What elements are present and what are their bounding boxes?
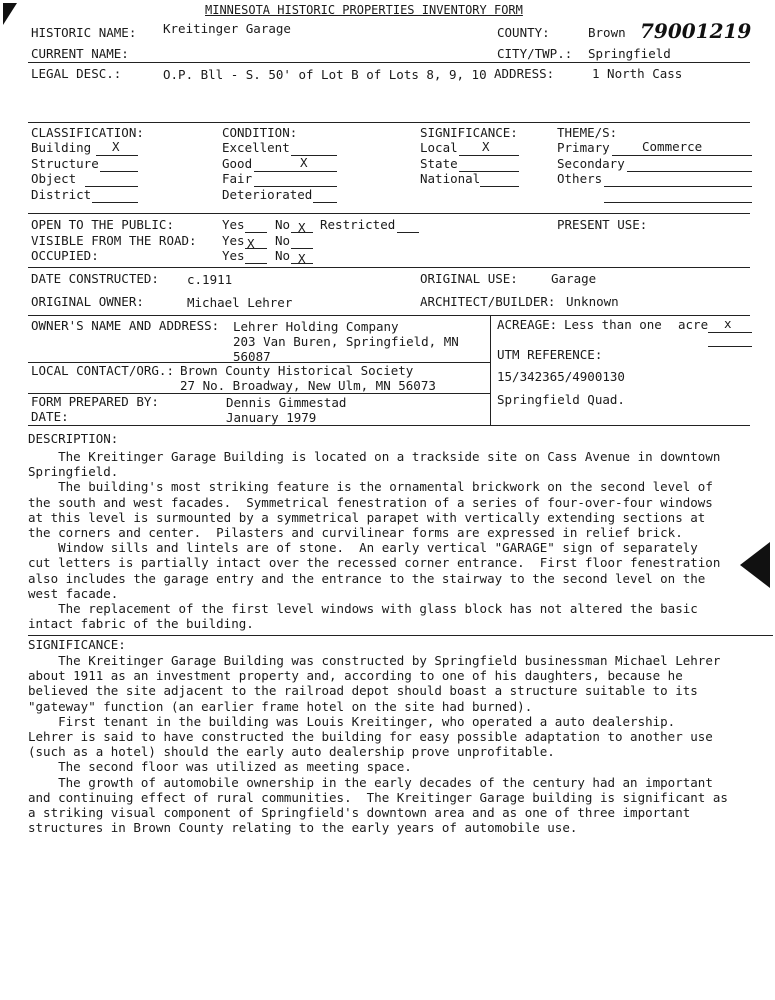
visible-no: No — [275, 233, 291, 248]
classification-building-mark: X — [112, 139, 120, 154]
form-prepared-by-value: Dennis Gimmestad — [226, 395, 347, 410]
occupied-yes: Yes — [222, 248, 245, 263]
present-use-label: PRESENT USE: — [557, 217, 648, 232]
utm-label: UTM REFERENCE: — [497, 347, 603, 362]
utm-value: 15/342365/4900130 — [497, 369, 625, 384]
significance-label: SIGNIFICANCE: — [28, 637, 126, 652]
form-date-label: DATE: — [31, 409, 69, 424]
form-prepared-by-label: FORM PREPARED BY: — [31, 394, 159, 409]
description-label: DESCRIPTION: — [28, 431, 119, 446]
local-contact-label: LOCAL CONTACT/ORG.: — [31, 363, 174, 378]
open-no: No — [275, 217, 291, 232]
condition-excellent: Excellent — [222, 140, 290, 155]
owner-label: OWNER'S NAME AND ADDRESS: — [31, 318, 220, 333]
owner-line3: 56087 — [233, 349, 271, 364]
theme-primary-value: Commerce — [642, 139, 703, 154]
legal-desc-label: LEGAL DESC.: — [31, 66, 122, 81]
acreage-unit: acre — [678, 317, 709, 332]
condition-good: Good — [222, 156, 253, 171]
significance-national: National — [420, 171, 481, 186]
description-text: The Kreitinger Garage Building is located on a trackside site on Cass Avenue in downtown Springfield. The building's most striking feature is the ornamental brickwork on the second level of the south and west facades. Symmetrical fenestration of a series of four-over-four windows at this level is surmounted by a symmetrical parapet with vertically extending sections at the corners and center. Pilasters and curvilinear forms are expressed in relief brick. Window sills and lintels are of stone. An early vertical "GARAGE" sign of separately cut letters is partially intact over the recessed corner entrance. First floor fenestration also includes the garage entry and the entrance to the stairway to the second level on the west facade. The replacement of the first level windows with glass block has not altered the basic intact fabric of the building. — [28, 449, 721, 632]
theme-others: Others — [557, 171, 603, 186]
corner-registration-mark — [3, 3, 19, 27]
acreage-mark: x — [724, 316, 732, 331]
handwritten-reference-number: 79001219 — [640, 19, 752, 43]
acreage-value: Less than one — [564, 317, 662, 332]
local-contact-line2: 27 No. Broadway, New Ulm, MN 56073 — [180, 378, 436, 393]
original-use-label: ORIGINAL USE: — [420, 271, 518, 286]
date-constructed-label: DATE CONSTRUCTED: — [31, 271, 159, 286]
visible-yes-mark: X — [247, 236, 255, 251]
current-name-label: CURRENT NAME: — [31, 46, 129, 61]
legal-desc-value: O.P. Bll - S. 50' of Lot B of Lots 8, 9, 10 — [163, 67, 487, 82]
county-label: COUNTY: — [497, 25, 550, 40]
original-owner-label: ORIGINAL OWNER: — [31, 294, 144, 309]
significance-local-mark: X — [482, 139, 490, 154]
city-label: CITY/TWP.: — [497, 46, 573, 61]
significance-state: State — [420, 156, 458, 171]
significance-text: The Kreitinger Garage Building was constructed by Springfield businessman Michael Lehrer about 1911 as an investment property and, according to one of his daughters, because he believed the site adjacent to the railroad depot should boast a structure suitable to its "gateway" function (an earlier frame hotel on the site had burned). First tenant in the building was Louis Kreitinger, who operated a auto dealership. Lehrer is said to have constructed the building for easy possible adaptation to another use (such as a hotel) should the early auto dealership prove unprofitable. The second floor was utilized as meeting space. The growth of automobile ownership in the early decades of the century had an important and continuing effect of rural communities. The Kreitinger Garage building is significant as a striking visual component of Springfield's downtown area and as one of three important structures in Brown County relating to the early years of automobile use. — [28, 653, 728, 836]
classification-label: CLASSIFICATION: — [31, 125, 144, 140]
local-contact-line1: Brown County Historical Society — [180, 363, 414, 378]
form-title: MINNESOTA HISTORIC PROPERTIES INVENTORY FORM — [205, 3, 523, 17]
form-date-value: January 1979 — [226, 410, 317, 425]
original-owner-value: Michael Lehrer — [187, 295, 293, 310]
owner-line2: 203 Van Buren, Springfield, MN — [233, 334, 459, 349]
occupied-label: OCCUPIED: — [31, 248, 99, 263]
open-no-mark: X — [298, 220, 306, 235]
date-constructed-value: c.1911 — [187, 272, 233, 287]
condition-label: CONDITION: — [222, 125, 298, 140]
architect-value: Unknown — [566, 294, 619, 309]
utm-quad: Springfield Quad. — [497, 392, 625, 407]
visible-yes: Yes — [222, 233, 245, 248]
acreage-label: ACREAGE: — [497, 317, 558, 332]
classification-building: Building — [31, 140, 92, 155]
historic-name-label: HISTORIC NAME: — [31, 25, 137, 40]
condition-deteriorated: Deteriorated — [222, 187, 313, 202]
condition-fair: Fair — [222, 171, 253, 186]
owner-line1: Lehrer Holding Company — [233, 319, 399, 334]
open-to-public-label: OPEN TO THE PUBLIC: — [31, 217, 174, 232]
classification-object: Object — [31, 171, 77, 186]
open-restricted: Restricted — [320, 217, 396, 232]
significance-local: Local — [420, 140, 458, 155]
occupied-no: No — [275, 248, 291, 263]
address-value: 1 North Cass — [592, 66, 683, 81]
theme-secondary: Secondary — [557, 156, 625, 171]
condition-good-mark: X — [300, 155, 308, 170]
occupied-no-mark: X — [298, 251, 306, 266]
county-value: Brown — [588, 25, 626, 40]
significance-level-label: SIGNIFICANCE: — [420, 125, 518, 140]
original-use-value: Garage — [551, 271, 597, 286]
classification-structure: Structure — [31, 156, 99, 171]
open-yes: Yes — [222, 217, 245, 232]
city-value: Springfield — [588, 46, 671, 61]
architect-label: ARCHITECT/BUILDER: — [420, 294, 556, 309]
historic-name-value: Kreitinger Garage — [163, 21, 291, 36]
theme-primary: Primary — [557, 140, 610, 155]
address-label: ADDRESS: — [494, 66, 555, 81]
classification-district: District — [31, 187, 92, 202]
visible-from-road-label: VISIBLE FROM THE ROAD: — [31, 233, 197, 248]
theme-label: THEME/S: — [557, 125, 618, 140]
